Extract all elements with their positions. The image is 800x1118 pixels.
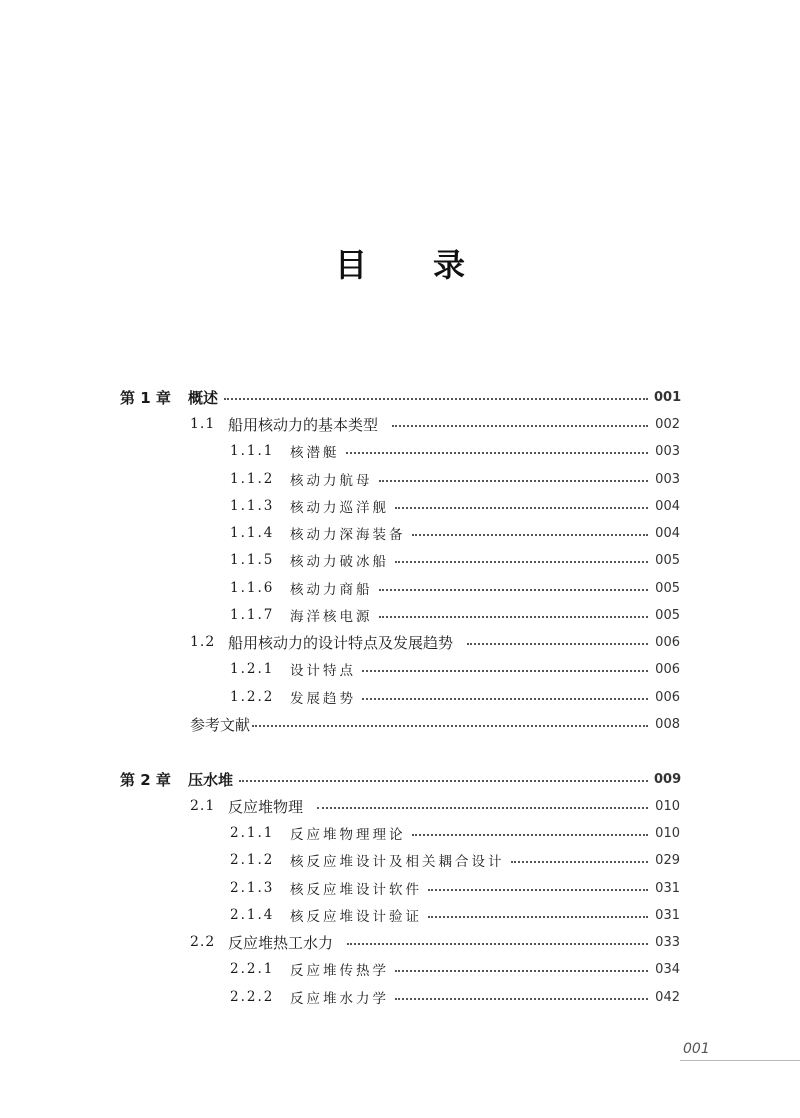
toc-subsection[interactable] — [230, 876, 680, 900]
toc-subsection[interactable] — [230, 467, 680, 491]
toc-number: 1.1.5 — [230, 552, 275, 568]
toc-title: 海洋核电源 — [290, 609, 373, 625]
toc-page: 004 — [655, 498, 680, 514]
toc-number: 1.1.7 — [230, 607, 275, 623]
leader-dots — [412, 833, 649, 836]
toc-number: 第 1 章 — [120, 388, 171, 407]
toc-title: 核动力破冰船 — [290, 554, 389, 570]
toc-page: 042 — [655, 989, 680, 1005]
toc-number: 1.1.1 — [230, 443, 275, 459]
title-char-1: 目 — [334, 246, 367, 284]
leader-dots — [379, 588, 649, 591]
toc-page: 001 — [654, 389, 682, 405]
toc-number: 2.1.3 — [230, 880, 275, 896]
leader-dots — [392, 424, 648, 427]
toc-title: 反应堆物理 — [228, 797, 304, 816]
toc-page: 005 — [655, 607, 680, 623]
leader-dots — [252, 724, 648, 727]
toc-number: 1.2 — [190, 634, 216, 650]
toc-subsection[interactable] — [230, 521, 680, 545]
toc-page: 033 — [655, 934, 680, 950]
leader-dots — [224, 397, 648, 400]
toc-subsection[interactable] — [230, 685, 680, 709]
leader-dots — [428, 915, 648, 918]
toc-number: 第 2 章 — [120, 770, 171, 789]
leader-dots — [362, 697, 648, 700]
toc-number: 1.1.2 — [230, 471, 275, 487]
toc-page: 006 — [655, 661, 680, 677]
toc-page: 003 — [655, 443, 680, 459]
toc-title: 发展趋势 — [290, 691, 356, 707]
leader-dots — [428, 888, 648, 891]
toc-number: 1.1 — [190, 416, 216, 432]
toc-title: 反应堆热工水力 — [228, 933, 334, 952]
toc-page: 004 — [655, 525, 680, 541]
toc-title: 船用核动力的基本类型 — [228, 415, 379, 434]
leader-dots — [511, 860, 649, 863]
leader-dots — [317, 806, 648, 809]
page-number: 001 — [683, 1041, 710, 1057]
leader-dots — [379, 479, 649, 482]
leader-dots — [412, 533, 649, 536]
toc-page: 006 — [655, 689, 680, 705]
toc-page: 031 — [655, 907, 680, 923]
toc-number: 2.2 — [190, 934, 216, 950]
toc-title: 核动力巡洋舰 — [290, 500, 389, 516]
toc-title: 反应堆传热学 — [290, 963, 389, 979]
leader-dots — [395, 560, 648, 563]
toc-page: 006 — [655, 634, 680, 650]
leader-dots — [347, 942, 648, 945]
toc-number: 1.1.3 — [230, 498, 275, 514]
toc-title: 反应堆水力学 — [290, 991, 389, 1007]
toc-subsection[interactable] — [230, 657, 680, 681]
toc-title: 反应堆物理理论 — [290, 827, 406, 843]
toc-subsection[interactable] — [230, 576, 680, 600]
toc-title: 参考文献 — [190, 715, 251, 734]
toc-page: 005 — [655, 552, 680, 568]
leader-dots — [395, 506, 648, 509]
toc-subsection[interactable] — [230, 494, 680, 518]
leader-dots — [379, 615, 649, 618]
toc-number: 1.2.1 — [230, 661, 275, 677]
toc-number: 1.2.2 — [230, 689, 275, 705]
toc-page: 029 — [655, 852, 680, 868]
toc-page: 034 — [655, 961, 680, 977]
toc-page: 010 — [655, 798, 680, 814]
toc-subsection[interactable] — [230, 957, 680, 981]
toc-section[interactable] — [190, 412, 680, 436]
toc-page: 009 — [654, 771, 682, 787]
toc-section[interactable] — [190, 630, 680, 654]
toc-number: 2.1.4 — [230, 907, 275, 923]
toc-page: 031 — [655, 880, 680, 896]
toc-title: 核反应堆设计验证 — [290, 909, 422, 925]
toc-number: 2.1 — [190, 798, 216, 814]
toc-number: 2.1.1 — [230, 825, 275, 841]
toc-number: 2.2.1 — [230, 961, 275, 977]
leader-dots — [346, 451, 649, 454]
toc-subsection[interactable] — [230, 903, 680, 927]
page-title — [0, 240, 800, 286]
toc-subsection[interactable] — [230, 821, 680, 845]
toc-subsection[interactable] — [230, 439, 680, 463]
toc-title: 船用核动力的设计特点及发展趋势 — [228, 633, 454, 652]
toc-title: 核反应堆设计软件 — [290, 882, 422, 898]
leader-dots — [362, 669, 648, 672]
toc-subsection[interactable] — [230, 848, 680, 872]
toc-page: 010 — [655, 825, 680, 841]
toc-section[interactable] — [190, 794, 680, 818]
toc-title: 核潜艇 — [290, 445, 340, 461]
toc-title: 概述 — [188, 388, 219, 407]
toc-subsection[interactable] — [230, 985, 680, 1009]
leader-dots — [467, 642, 648, 645]
toc-chapter[interactable] — [120, 385, 680, 409]
toc-number: 1.1.6 — [230, 580, 275, 596]
toc-page: 008 — [655, 716, 680, 732]
toc-subsection[interactable] — [230, 548, 680, 572]
toc-subsection[interactable] — [230, 603, 680, 627]
toc-title: 核反应堆设计及相关耦合设计 — [290, 854, 505, 870]
footer-rule — [680, 1060, 800, 1061]
toc-title: 设计特点 — [290, 663, 356, 679]
toc-page: 003 — [655, 471, 680, 487]
toc-title: 核动力商船 — [290, 582, 373, 598]
toc-section[interactable] — [190, 930, 680, 954]
toc-number: 2.2.2 — [230, 989, 275, 1005]
toc-number: 1.1.4 — [230, 525, 275, 541]
leader-dots — [395, 997, 648, 1000]
toc-number: 2.1.2 — [230, 852, 275, 868]
leader-dots — [395, 969, 648, 972]
toc-title: 核动力航母 — [290, 473, 373, 489]
title-char-2: 录 — [433, 246, 466, 284]
toc-title: 核动力深海装备 — [290, 527, 406, 543]
toc-chapter[interactable] — [120, 767, 680, 791]
toc-title: 压水堆 — [188, 770, 234, 789]
toc-references[interactable] — [190, 712, 680, 736]
leader-dots — [239, 779, 648, 782]
toc-page: 002 — [655, 416, 680, 432]
toc-page: 005 — [655, 580, 680, 596]
